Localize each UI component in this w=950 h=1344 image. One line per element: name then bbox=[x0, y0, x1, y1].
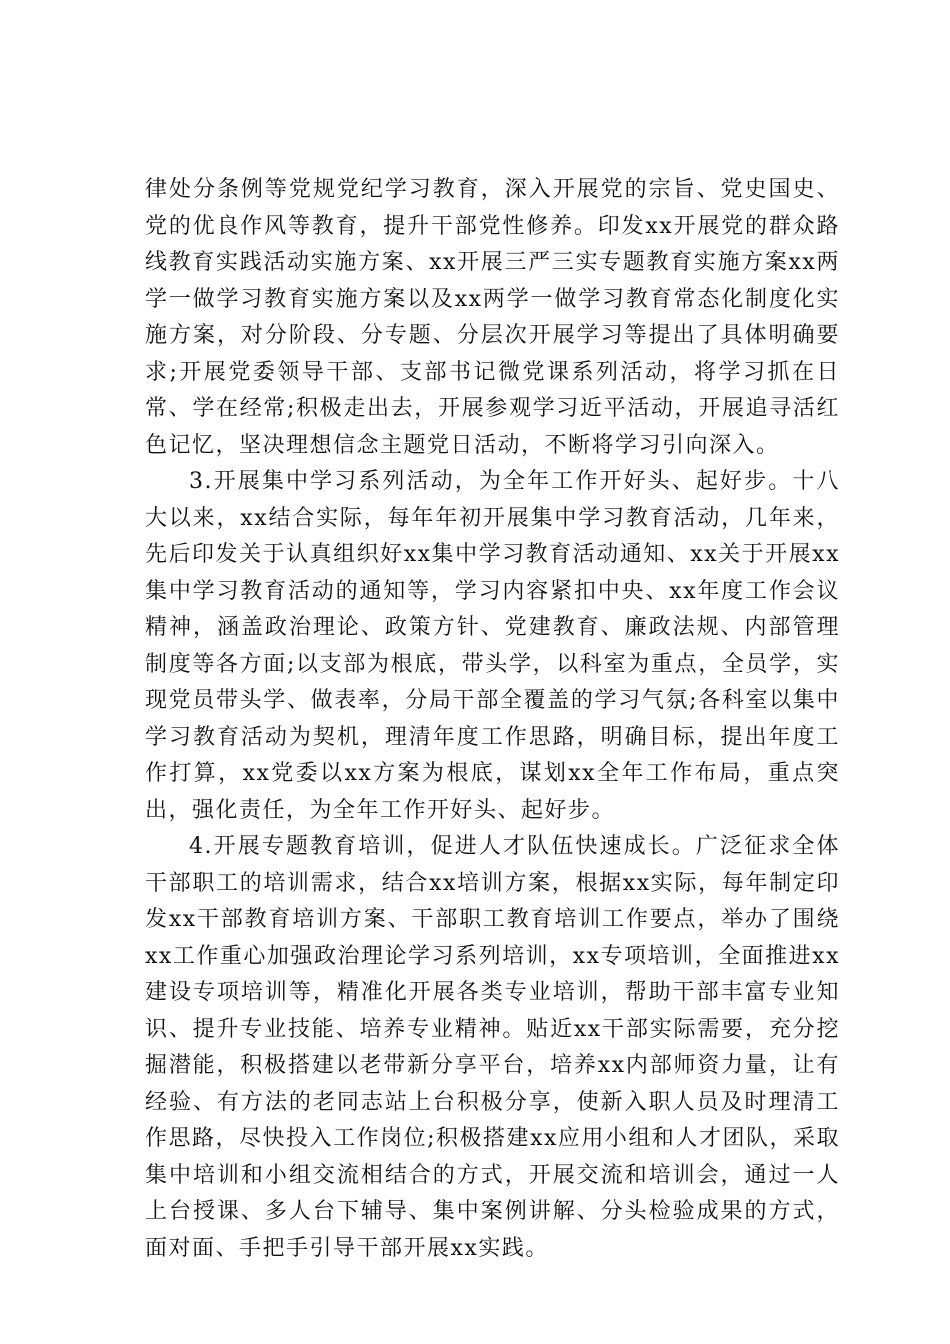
paragraph-section-3: 3.开展集中学习系列活动，为全年工作开好头、起好步。十八大以来，xx结合实际，每年年初开展集中学习教育活动，几年来，先后印发关于认真组织好xx集中学习教育活动通知、xx关于开展xx集中学习教育活动的通知等，学习内容紧扣中央、xx年度工作会议精神，涵盖政治理论、政策方针、党建教育、廉政法规、内部管理制度等各方面;以支部为根底，带头学，以科室为重点，全员学，实现党员带头学、做表率，分局干部全覆盖的学习气氛;各科室以集中学习教育活动为契机，理清年度工作思路，明确目标，提出年度工作打算，xx党委以xx方案为根底，谋划xx全年工作布局，重点突出，强化责任，为全年工作开好头、起好步。 bbox=[145, 469, 840, 823]
document-body bbox=[145, 172, 840, 1267]
paragraph-continuation: 律处分条例等党规党纪学习教育，深入开展党的宗旨、党史国史、党的优良作风等教育，提升干部党性修养。印发xx开展党的群众路线教育实践活动实施方案、xx开展三严三实专题教育实施方案xx两学一做学习教育实施方案以及xx两学一做学习教育常态化制度化实施方案，对分阶段、分专题、分层次开展学习等提出了具体明确要求;开展党委领导干部、支部书记微党课系列活动，将学习抓在日常、学在经常;积极走出去，开展参观学习近平活动，开展追寻活红色记忆，坚决理想信念主题党日活动，不断将学习引向深入。 bbox=[145, 177, 840, 458]
paragraph-section-4: 4.开展专题教育培训，促进人才队伍快速成长。广泛征求全体干部职工的培训需求，结合xx培训方案，根据xx实际，每年制定印发xx干部教育培训方案、干部职工教育培训工作要点，举办了围绕xx工作重心加强政治理论学习系列培训，xx专项培训，全面推进xx建设专项培训等，精准化开展各类专业培训，帮助干部丰富专业知识、提升专业技能、培养专业精神。贴近xx干部实际需要，充分挖掘潜能，积极搭建以老带新分享平台，培养xx内部师资力量，让有经验、有方法的老同志站上台积极分享，使新入职人员及时理清工作思路，尽快投入工作岗位;积极搭建xx应用小组和人才团队，采取集中培训和小组交流相结合的方式，开展交流和培训会，通过一人上台授课、多人台下辅导、集中案例讲解、分头检验成果的方式，面对面、手把手引导干部开展xx实践。 bbox=[145, 834, 840, 1261]
